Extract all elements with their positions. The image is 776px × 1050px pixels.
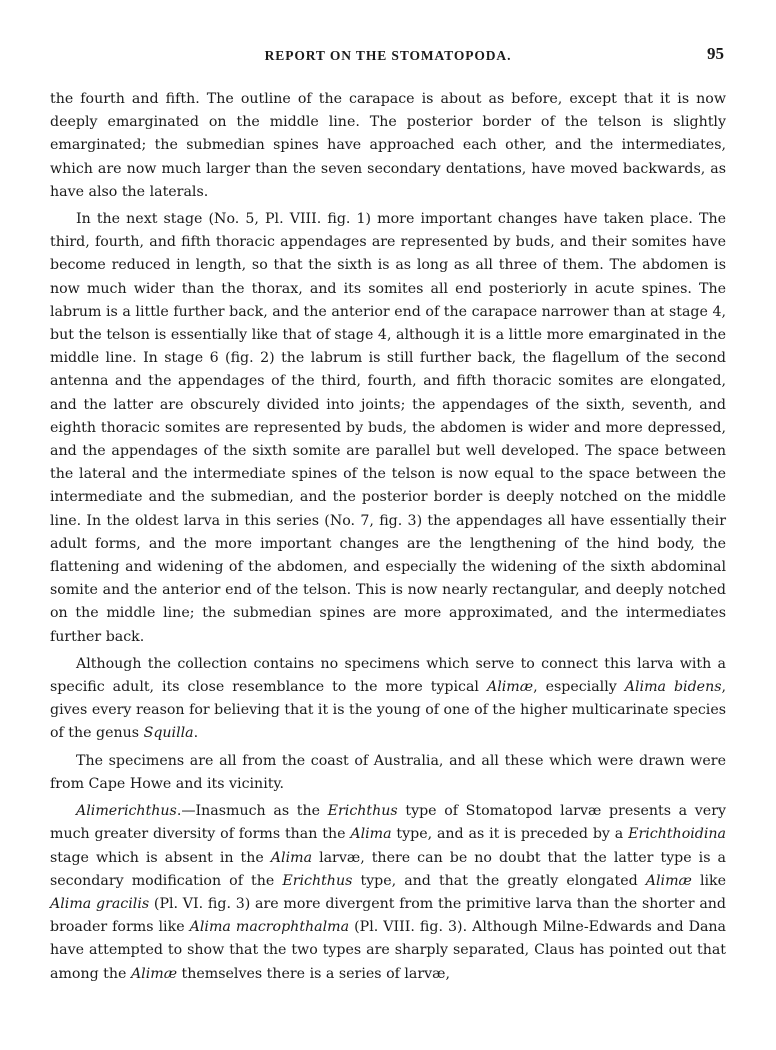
text-run: . <box>193 725 199 742</box>
paragraph-2 <box>50 208 726 649</box>
text-run: larvæ, there can be no doubt that the latter type is a secondary modification of the <box>50 849 726 889</box>
text-run: stage which is absent in the <box>50 849 271 866</box>
italic-term: Erichthus <box>282 872 353 889</box>
text-run: (Pl. VI. fig. 3) are more divergent from the primitive larva than the shorter and broader forms like <box>50 895 727 936</box>
italic-term: Erichthoidina <box>628 826 726 843</box>
paragraph-1 <box>50 88 726 204</box>
running-head <box>50 44 726 72</box>
text-run: the fourth and fifth. The outline of the carapace is about as before, except that it is now deeply emarginated on the middle line. The posterior border of the telson is slightly emarginated; the submedian spines have approached each other, and the intermediates, which are now much larger than the seven secondary dentations, have moved backwards, as have also the laterals. <box>50 91 726 200</box>
paragraph-4 <box>50 750 726 796</box>
text-run: , especially <box>533 679 625 696</box>
italic-term: Alima macrophthalma <box>189 919 350 936</box>
text-run: type, and as it is preceded by a <box>391 826 629 843</box>
italic-term: Alimæ <box>486 679 534 696</box>
text-run: , gives every reason for believing that it is the young of one of the higher multicarinate species of the genus <box>50 679 726 742</box>
text-run: type of Stomatopod larvæ presents a very much greater diversity of forms than the <box>50 803 727 843</box>
text-run: Although the collection contains no specimens which serve to connect this larva with a specific adult, its close resemblance to the more typical <box>50 655 726 696</box>
text-run: type, and that the greatly elongated <box>352 872 646 889</box>
italic-term: Alima <box>270 849 313 866</box>
italic-term: Alima bidens <box>624 679 722 696</box>
italic-term: Erichthus <box>327 803 398 820</box>
paragraph-3 <box>50 653 726 746</box>
text-run: .—Inasmuch as the <box>176 803 328 820</box>
page <box>50 44 726 986</box>
italic-term: Alimerichthus <box>76 803 177 820</box>
italic-term: Alima gracilis <box>50 895 150 912</box>
text-run: In the next stage (No. 5, Pl. VIII. fig. 1) more important changes have taken place. The third, fourth, and fifth thoracic appendages are represented by buds, and their somites have become reduced in length, so that the sixth is as long as all three of them. The abdomen is now much wider than the thorax, and its somites all end posteriorly in acute spines. The labrum is a little further back, and the anterior end of the carapace narrower than at stage 4, but the telson is essentially like that of stage 4, although it is a little more emarginated in the middle line. In stage 6 (fig. 2) the labrum is still further back, the flagellum of the second antenna and the appendages of the third, fourth, and fifth thoracic somites are elongated, and the latter are obscurely divided into joints; the appendages of the sixth, seventh, and eighth thoracic somites are represented by buds, the abdomen is wider and more depressed, and the appendages of the sixth somite are parallel but well developed. The space between the lateral and the intermediate spines of the telson is now equal to the space between the intermediate and the submedian, and the posterior border is deeply notched on the middle line. In the oldest larva in this series (No. 7, fig. 3) the appendages all have essentially their adult forms, and the more important changes are the lengthening of the hind body, the flattening and widening of the abdomen, and especially the widening of the sixth abdominal somite and the anterior end of the telson. This is now nearly rectangular, and deeply notched on the middle line; the submedian spines are more approximated, and the intermediates further back. <box>50 211 726 645</box>
body-text <box>50 88 726 986</box>
text-run: like <box>691 872 727 889</box>
italic-term: Alima <box>350 826 392 843</box>
text-run: The specimens are all from the coast of Australia, and all these which were drawn were from Cape Howe and its vicinity. <box>50 752 726 792</box>
page-number: 95 <box>707 44 724 63</box>
text-run: themselves there is a series of larvæ, <box>177 965 451 982</box>
italic-term: Alimæ <box>645 872 692 889</box>
italic-term: Squilla <box>143 725 194 742</box>
italic-term: Alimæ <box>130 965 178 982</box>
running-title: REPORT ON THE STOMATOPODA. <box>264 48 512 63</box>
paragraph-5 <box>50 800 726 986</box>
text-run: (Pl. VIII. fig. 3). Although Milne-Edwards and Dana have attempted to show that the two types are sharply separated, Claus has pointed out that among the <box>50 919 727 982</box>
